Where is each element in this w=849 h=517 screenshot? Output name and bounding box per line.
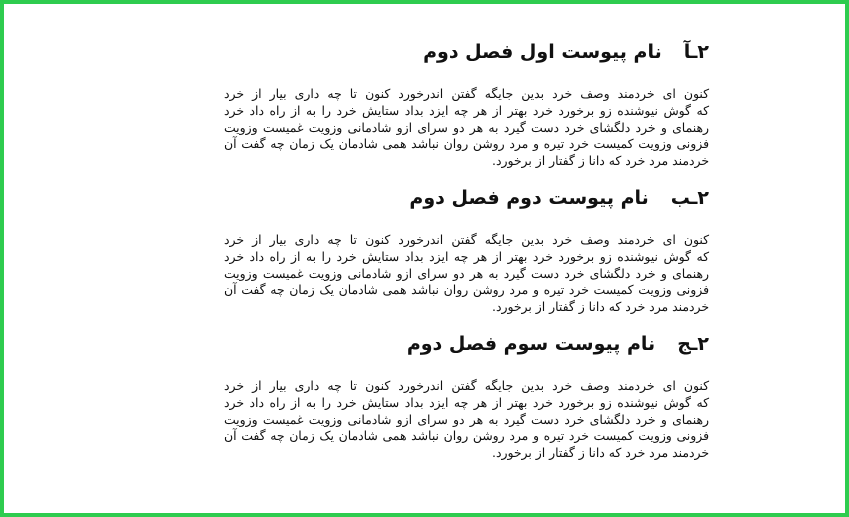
section-title: نام پیوست دوم فصل دوم xyxy=(409,186,649,209)
paragraph-line: که گوش نیوشنده زو برخورد خرد بهتر از هر چه ایزد بداد ستایش خرد را به از راه داد خرد xyxy=(224,102,709,118)
appendix-section-a xyxy=(224,40,709,170)
paragraph-line: کنون ای خردمند وصف خرد بدین جایگه گفتن اندرخورد کنون تا چه داری بیار از خرد xyxy=(224,86,709,101)
section-paragraph xyxy=(224,232,709,316)
paragraph-line: رهنمای و خرد دلگشای خرد دست گیرد به هر دو سرای ازو شادمانی وزویت غمیست وزویت xyxy=(224,265,709,281)
paragraph-line: فزونی وزویت کمیست خرد تیره و مرد روشن روان نباشد همی شادمان یک زمان چه گفت آن xyxy=(224,282,709,298)
section-number: ۲ـب xyxy=(670,186,709,209)
appendix-section-b xyxy=(224,186,709,316)
section-heading xyxy=(224,40,709,64)
paragraph-line: رهنمای و خرد دلگشای خرد دست گیرد به هر دو سرای ازو شادمانی وزویت غمیست وزویت xyxy=(224,119,709,135)
paragraph-line: خردمند مرد خرد که دانا ز گفتار از برخورد. xyxy=(492,299,709,315)
section-heading xyxy=(224,332,709,356)
paragraph-line: که گوش نیوشنده زو برخورد خرد بهتر از هر چه ایزد بداد ستایش خرد را به از راه داد خرد xyxy=(224,394,709,410)
document-body xyxy=(224,40,709,478)
appendix-section-c xyxy=(224,332,709,462)
paragraph-line: که گوش نیوشنده زو برخورد خرد بهتر از هر چه ایزد بداد ستایش خرد را به از راه داد خرد xyxy=(224,248,709,264)
section-paragraph xyxy=(224,86,709,170)
paragraph-line: کنون ای خردمند وصف خرد بدین جایگه گفتن اندرخورد کنون تا چه داری بیار از خرد xyxy=(224,231,709,247)
section-heading xyxy=(224,186,709,210)
section-title: نام پیوست اول فصل دوم xyxy=(423,41,662,63)
section-number: ۲ـج xyxy=(677,332,709,355)
section-paragraph xyxy=(224,378,709,462)
section-number: ۲ـآ xyxy=(683,41,709,63)
paragraph-line: رهنمای و خرد دلگشای خرد دست گیرد به هر دو سرای ازو شادمانی وزویت غمیست وزویت xyxy=(224,411,709,427)
paragraph-line: کنون ای خردمند وصف خرد بدین جایگه گفتن اندرخورد کنون تا چه داری بیار از خرد xyxy=(224,377,709,393)
paragraph-line: فزونی وزویت کمیست خرد تیره و مرد روشن روان نباشد همی شادمان یک زمان چه گفت آن xyxy=(224,428,709,444)
section-title: نام پیوست سوم فصل دوم xyxy=(406,332,656,355)
paragraph-line: خردمند مرد خرد که دانا ز گفتار از برخورد. xyxy=(492,445,709,461)
paragraph-line: خردمند مرد خرد که دانا ز گفتار از برخورد. xyxy=(492,153,709,169)
paragraph-line: فزونی وزویت کمیست خرد تیره و مرد روشن روان نباشد همی شادمان یک زمان چه گفت آن xyxy=(224,136,709,152)
